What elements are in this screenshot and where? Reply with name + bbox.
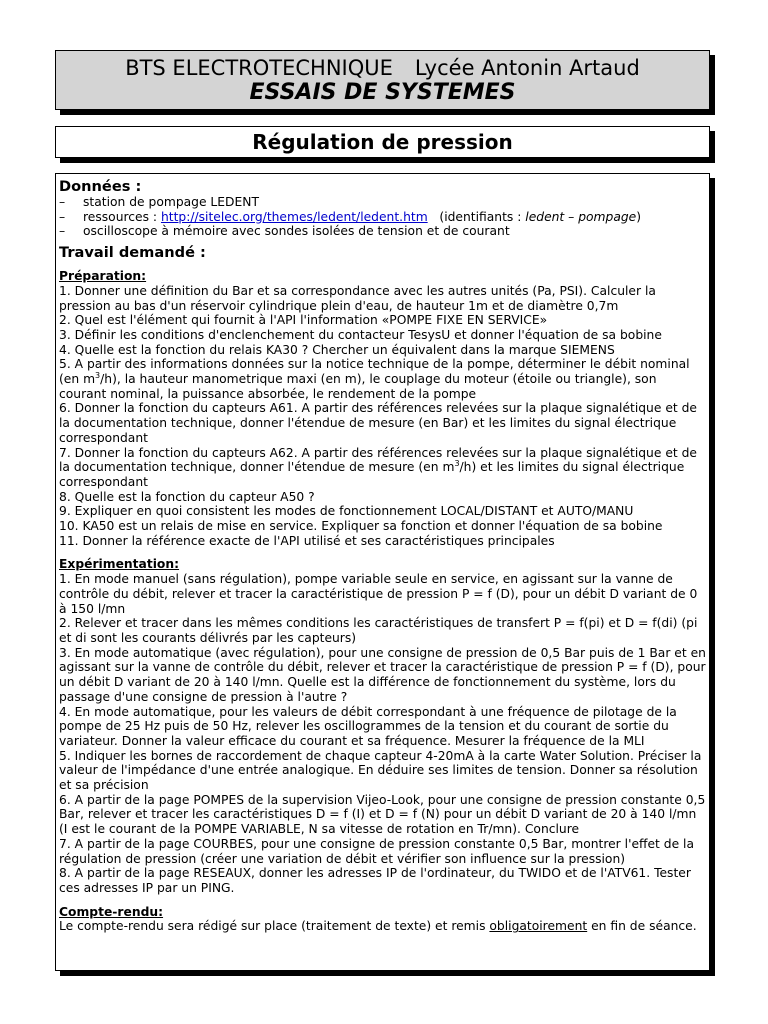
preparation-heading: Préparation: [59,269,147,284]
document-header [55,50,710,110]
prep-q2: 2. Quel est l'élément qui fournit à l'API l'information «POMPE FIXE EN SERVICE» [59,313,548,328]
list-item: – station de pompage LEDENT [59,195,260,209]
exp-e8: 8. A partir de la page RESEAUX, donner les adresses IP de l'ordinateur, du TWIDO et de l'ATV61. Tester ces adresses IP par un PING. [59,866,691,895]
content-box [55,173,710,971]
content-body [59,178,707,934]
prep-q5: 5. A partir des informations données sur la notice technique de la pompe, déterminer le débit nominal (en $m^3/h$), la hauteur manometrique maxi (en m), le couplage du moteur (étoile ou triangle), son courant nominal, la puissance absorbée, le rendement de la pompe [59,357,690,401]
exp-e2: 2. Relever et tracer dans les mêmes conditions les caractéristiques de transfert P = f(pi) et D = f(di) (pi et di sont les courants délivrés par les capteurs) [59,616,698,645]
compte-rendu-text: Le compte-rendu sera rédigé sur place (traitement de texte) et remis obligatoirement en fin de séance. [59,919,697,934]
list-item: – ressources : http://sitelec.org/themes/ledent/ledent.htm (identifiants : ledent – pompage) [59,209,642,224]
prep-q4: 4. Quelle est la fonction du relais KA30 ? Chercher un équivalent dans la marque SIEMENS [59,342,615,357]
exp-e7: 7. A partir de la page COURBES, pour une consigne de pression constante 0,5 Bar, montrer l'effet de la régulation de pression (créer une variation de débit et vérifier son influence sur la pression) [59,836,695,866]
prep-q6: 6. Donner la fonction du capteurs A61. A partir des références relevées sur la plaque signalétique et de la documentation technique, donner l'étendue de mesure (en Bar) et les limites du signal électrique correspondant [59,401,697,445]
travail-heading: Travail demandé : [59,244,206,262]
prep-q8: 8. Quelle est la fonction du capteur A50 ? [59,489,315,504]
compte-rendu-heading: Compte-rendu: [59,904,164,919]
prep-q9: 9. Expliquer en quoi consistent les modes de fonctionnement LOCAL/DISTANT et AUTO/MANU [59,504,634,519]
exp-e5: 5. Indiquer les bornes de raccordement de chaque capteur 4-20mA à la carte Water Solution. Préciser la valeur de l'impédance d'une entrée analogique. En déduire ses limites de tension. Donner sa résolution et sa précision [59,748,702,793]
header-line-1 [56,56,709,80]
exp-e1: 1. En mode manuel (sans régulation), pompe variable seule en service, en agissant sur la vanne de contrôle du débit, relever et tracer la caractéristique de pression P = f (D), pour un débit D variant de 0 à 150 l/mn [59,572,698,616]
exp-e3: 3. En mode automatique (avec régulation), pour une consigne de pression de 0,5 Bar puis de 1 Bar et en agissant sur la vanne de contrôle du débit, relever et tracer la caractéristique de pression P = f (D), pour un débit D variant de 20 à 140 l/mn. Quelle est la différence de fonctionnement du système, lors du passage d'une consigne de pression à l'autre ? [59,645,706,704]
exp-e6: 6. A partir de la page POMPES de la supervision Vijeo-Look, pour une consigne de pression constante 0,5 Bar, relever et tracer les caractéristiques D = f (I) et D = f (N) pour un débit D variant de 20 à 140 l/mn (I est le courant de la POMPE VARIABLE, N sa vitesse de rotation en Tr/mn). Conclure [59,792,706,837]
page-title: Régulation de pression [252,130,513,154]
exp-e4: 4. En mode automatique, pour les valeurs de débit correspondant à une fréquence de pilotage de la pompe de 25 Hz puis de 50 Hz, relever les oscillogrammes de la tension et du courant de sortie du variateur. Donner la valeur efficace du courant et sa fréquence. Mesurer la fréquence de la MLI [59,704,677,748]
identifiants: ledent – pompage [525,209,637,224]
school-name: Lycée Antonin Artaud [414,56,640,80]
prep-q11: 11. Donner la référence exacte de l'API utilisé et ses caractéristiques principales [59,533,555,548]
prep-q10: 10. KA50 est un relais de mise en service. Expliquer sa fonction et donner l'équation de sa bobine [59,519,663,534]
title-box [55,126,710,158]
course-name: BTS ELECTROTECHNIQUE [125,56,393,80]
prep-q7: 7. Donner la fonction du capteurs A62. A partir des références relevées sur la plaque signalétique et de la documentation technique, donner l'étendue de mesure (en $m^3/h$) et les limites du signal électrique correspondant [59,445,697,489]
list-item: – oscilloscope à mémoire avec sondes isolées de tension et de courant [59,224,510,239]
ressources-link[interactable]: http://sitelec.org/themes/ledent/ledent.htm [160,209,428,224]
donnees-heading: Données : [59,178,142,195]
header-subtitle: ESSAIS DE SYSTEMES [249,80,516,105]
prep-q1: 1. Donner une définition du Bar et sa correspondance avec les autres unités (Pa, PSI). Calculer la pression au bas d'un réservoir cylindrique plein d'eau, de hauteur 1m et de diamètre 0,7m [59,283,656,313]
prep-q3: 3. Définir les conditions d'enclenchement du contacteur TesysU et donner l'équation de sa bobine [59,327,662,342]
experimentation-heading: Expérimentation: [59,557,180,572]
